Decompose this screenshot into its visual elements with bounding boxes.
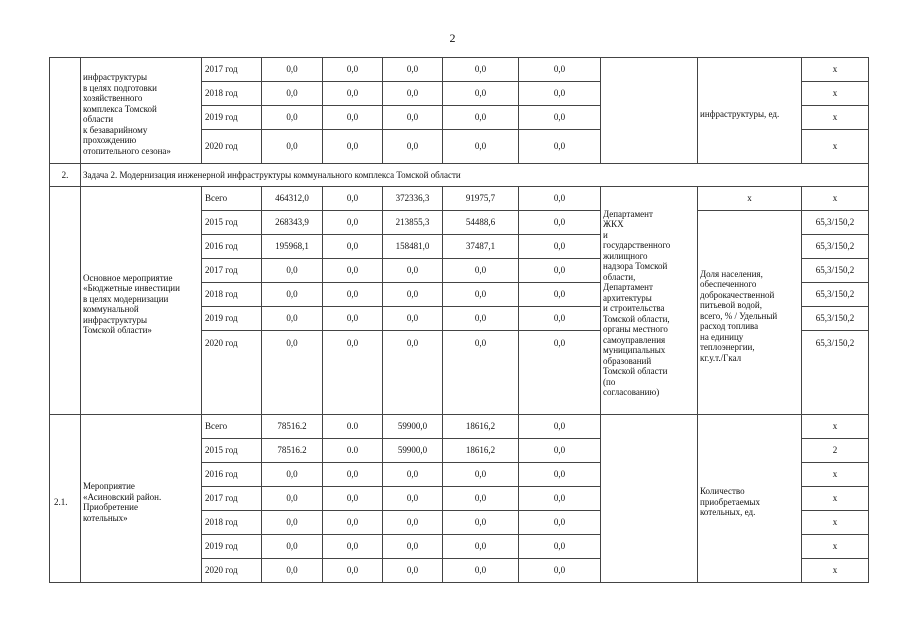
indicator-value-cell: x bbox=[802, 559, 869, 583]
indicator-value-cell: x bbox=[802, 130, 869, 164]
table-row bbox=[50, 415, 869, 439]
federal-cell: 0,0 bbox=[323, 187, 383, 211]
federal-cell: 0,0 bbox=[323, 307, 383, 331]
indicator-value-cell: 65,3/150,2 bbox=[802, 331, 869, 415]
regional-cell: 0,0 bbox=[383, 130, 443, 164]
indicator-name-cell: инфраструктуры, ед. bbox=[698, 58, 802, 164]
indicator-value-cell: 65,3/150,2 bbox=[802, 259, 869, 283]
year-cell: Всего bbox=[202, 415, 262, 439]
other-cell: 0,0 bbox=[519, 535, 601, 559]
local-cell: 0,0 bbox=[443, 307, 519, 331]
local-cell: 0,0 bbox=[443, 487, 519, 511]
other-cell: 0,0 bbox=[519, 283, 601, 307]
regional-cell: 0,0 bbox=[383, 559, 443, 583]
federal-cell: 0,0 bbox=[323, 511, 383, 535]
regional-cell: 0,0 bbox=[383, 535, 443, 559]
indicator-value-cell: x bbox=[802, 487, 869, 511]
row-number-cell bbox=[50, 187, 81, 415]
total-cell: 0,0 bbox=[262, 106, 323, 130]
regional-cell: 0,0 bbox=[383, 283, 443, 307]
regional-cell: 0,0 bbox=[383, 259, 443, 283]
local-cell: 18616,2 bbox=[443, 415, 519, 439]
regional-cell: 0,0 bbox=[383, 331, 443, 415]
total-cell: 0,0 bbox=[262, 283, 323, 307]
other-cell: 0,0 bbox=[519, 511, 601, 535]
local-cell: 0,0 bbox=[443, 82, 519, 106]
indicator-value-cell: x bbox=[802, 463, 869, 487]
regional-cell: 213855,3 bbox=[383, 211, 443, 235]
regional-cell: 0,0 bbox=[383, 511, 443, 535]
year-cell: Всего bbox=[202, 187, 262, 211]
federal-cell: 0,0 bbox=[323, 211, 383, 235]
federal-cell: 0.0 bbox=[323, 415, 383, 439]
indicator-name-cell: Доля населения, обеспеченного доброкачественной питьевой водой, всего, % / Удельный расход топлива на единицу теплоэнергии, кг.у.т./Гкал bbox=[698, 211, 802, 415]
other-cell: 0,0 bbox=[519, 415, 601, 439]
table-row bbox=[50, 187, 869, 211]
other-cell: 0,0 bbox=[519, 211, 601, 235]
indicator-value-cell: x bbox=[802, 58, 869, 82]
local-cell: 91975,7 bbox=[443, 187, 519, 211]
page-number: 2 bbox=[449, 31, 456, 45]
task-title-cell: Задача 2. Модернизация инженерной инфраструктуры коммунального комплекса Томской области bbox=[81, 164, 869, 187]
indicator-value-cell: x bbox=[802, 535, 869, 559]
year-cell: 2020 год bbox=[202, 130, 262, 164]
local-cell: 0,0 bbox=[443, 106, 519, 130]
year-cell: 2015 год bbox=[202, 211, 262, 235]
local-cell: 54488,6 bbox=[443, 211, 519, 235]
other-cell: 0,0 bbox=[519, 58, 601, 82]
federal-cell: 0,0 bbox=[323, 82, 383, 106]
year-cell: 2017 год bbox=[202, 259, 262, 283]
indicator-value-cell: x bbox=[802, 187, 869, 211]
year-cell: 2018 год bbox=[202, 511, 262, 535]
other-cell: 0,0 bbox=[519, 235, 601, 259]
local-cell: 0,0 bbox=[443, 259, 519, 283]
activity-name-cell: Мероприятие «Асиновский район. Приобретение котельных» bbox=[81, 415, 202, 583]
year-cell: 2020 год bbox=[202, 331, 262, 415]
year-cell: 2019 год bbox=[202, 106, 262, 130]
indicator-value-cell: 65,3/150,2 bbox=[802, 307, 869, 331]
indicator-value-cell: 2 bbox=[802, 439, 869, 463]
indicator-value-cell: x bbox=[802, 82, 869, 106]
federal-cell: 0,0 bbox=[323, 58, 383, 82]
local-cell: 0,0 bbox=[443, 283, 519, 307]
total-cell: 268343,9 bbox=[262, 211, 323, 235]
year-cell: 2019 год bbox=[202, 307, 262, 331]
regional-cell: 158481,0 bbox=[383, 235, 443, 259]
row-number-cell bbox=[50, 58, 81, 164]
activity-name-cell: Основное мероприятие «Бюджетные инвестиции в целях модернизации коммунальной инфраструктуры Томской области» bbox=[81, 187, 202, 415]
regional-cell: 0,0 bbox=[383, 58, 443, 82]
total-cell: 0,0 bbox=[262, 331, 323, 415]
executor-cell bbox=[601, 415, 698, 583]
indicator-value-cell: x bbox=[802, 415, 869, 439]
local-cell: 0,0 bbox=[443, 130, 519, 164]
local-cell: 18616,2 bbox=[443, 439, 519, 463]
total-cell: 78516.2 bbox=[262, 415, 323, 439]
regional-cell: 0,0 bbox=[383, 82, 443, 106]
local-cell: 0,0 bbox=[443, 331, 519, 415]
total-cell: 0,0 bbox=[262, 463, 323, 487]
local-cell: 0,0 bbox=[443, 535, 519, 559]
other-cell: 0,0 bbox=[519, 487, 601, 511]
indicator-name-cell: x bbox=[698, 187, 802, 211]
other-cell: 0,0 bbox=[519, 259, 601, 283]
other-cell: 0,0 bbox=[519, 307, 601, 331]
indicator-name-cell: Количество приобретаемых котельных, ед. bbox=[698, 415, 802, 583]
total-cell: 78516.2 bbox=[262, 439, 323, 463]
indicator-value-cell: x bbox=[802, 106, 869, 130]
federal-cell: 0,0 bbox=[323, 535, 383, 559]
executor-cell: Департамент ЖКХ и государственного жилищного надзора Томской области, Департамент архитектуры и строительства Томской области, органы местного самоуправления муниципальных образований Томской области (по согласованию) bbox=[601, 187, 698, 415]
total-cell: 464312,0 bbox=[262, 187, 323, 211]
program-table bbox=[49, 57, 869, 583]
other-cell: 0,0 bbox=[519, 331, 601, 415]
other-cell: 0,0 bbox=[519, 82, 601, 106]
indicator-value-cell: 65,3/150,2 bbox=[802, 283, 869, 307]
regional-cell: 372336,3 bbox=[383, 187, 443, 211]
year-cell: 2018 год bbox=[202, 283, 262, 307]
table-row bbox=[50, 58, 869, 82]
row-number-cell: 2.1. bbox=[50, 415, 81, 583]
other-cell: 0,0 bbox=[519, 106, 601, 130]
federal-cell: 0,0 bbox=[323, 283, 383, 307]
year-cell: 2015 год bbox=[202, 439, 262, 463]
federal-cell: 0,0 bbox=[323, 559, 383, 583]
local-cell: 0,0 bbox=[443, 559, 519, 583]
total-cell: 0,0 bbox=[262, 307, 323, 331]
year-cell: 2017 год bbox=[202, 487, 262, 511]
year-cell: 2017 год bbox=[202, 58, 262, 82]
federal-cell: 0,0 bbox=[323, 331, 383, 415]
task-row bbox=[50, 164, 869, 187]
federal-cell: 0,0 bbox=[323, 235, 383, 259]
other-cell: 0,0 bbox=[519, 559, 601, 583]
federal-cell: 0,0 bbox=[323, 487, 383, 511]
regional-cell: 0,0 bbox=[383, 487, 443, 511]
year-cell: 2020 год bbox=[202, 559, 262, 583]
federal-cell: 0,0 bbox=[323, 106, 383, 130]
federal-cell: 0,0 bbox=[323, 259, 383, 283]
indicator-value-cell: 65,3/150,2 bbox=[802, 211, 869, 235]
total-cell: 0,0 bbox=[262, 535, 323, 559]
local-cell: 0,0 bbox=[443, 58, 519, 82]
other-cell: 0,0 bbox=[519, 439, 601, 463]
year-cell: 2018 год bbox=[202, 82, 262, 106]
regional-cell: 59900,0 bbox=[383, 415, 443, 439]
total-cell: 0,0 bbox=[262, 259, 323, 283]
task-number-cell: 2. bbox=[50, 164, 81, 187]
activity-name-cell: инфраструктуры в целях подготовки хозяйственного комплекса Томской области к безаварийному прохождению отопительного сезона» bbox=[81, 58, 202, 164]
federal-cell: 0.0 bbox=[323, 439, 383, 463]
regional-cell: 0,0 bbox=[383, 463, 443, 487]
total-cell: 0,0 bbox=[262, 559, 323, 583]
other-cell: 0,0 bbox=[519, 187, 601, 211]
total-cell: 195968,1 bbox=[262, 235, 323, 259]
federal-cell: 0,0 bbox=[323, 130, 383, 164]
local-cell: 0,0 bbox=[443, 511, 519, 535]
other-cell: 0,0 bbox=[519, 130, 601, 164]
regional-cell: 0,0 bbox=[383, 106, 443, 130]
total-cell: 0,0 bbox=[262, 58, 323, 82]
year-cell: 2019 год bbox=[202, 535, 262, 559]
local-cell: 37487,1 bbox=[443, 235, 519, 259]
total-cell: 0,0 bbox=[262, 130, 323, 164]
total-cell: 0,0 bbox=[262, 487, 323, 511]
regional-cell: 59900,0 bbox=[383, 439, 443, 463]
year-cell: 2016 год bbox=[202, 463, 262, 487]
federal-cell: 0,0 bbox=[323, 463, 383, 487]
executor-cell bbox=[601, 58, 698, 164]
other-cell: 0,0 bbox=[519, 463, 601, 487]
regional-cell: 0,0 bbox=[383, 307, 443, 331]
indicator-value-cell: x bbox=[802, 511, 869, 535]
local-cell: 0,0 bbox=[443, 463, 519, 487]
total-cell: 0,0 bbox=[262, 82, 323, 106]
year-cell: 2016 год bbox=[202, 235, 262, 259]
total-cell: 0,0 bbox=[262, 511, 323, 535]
indicator-value-cell: 65,3/150,2 bbox=[802, 235, 869, 259]
